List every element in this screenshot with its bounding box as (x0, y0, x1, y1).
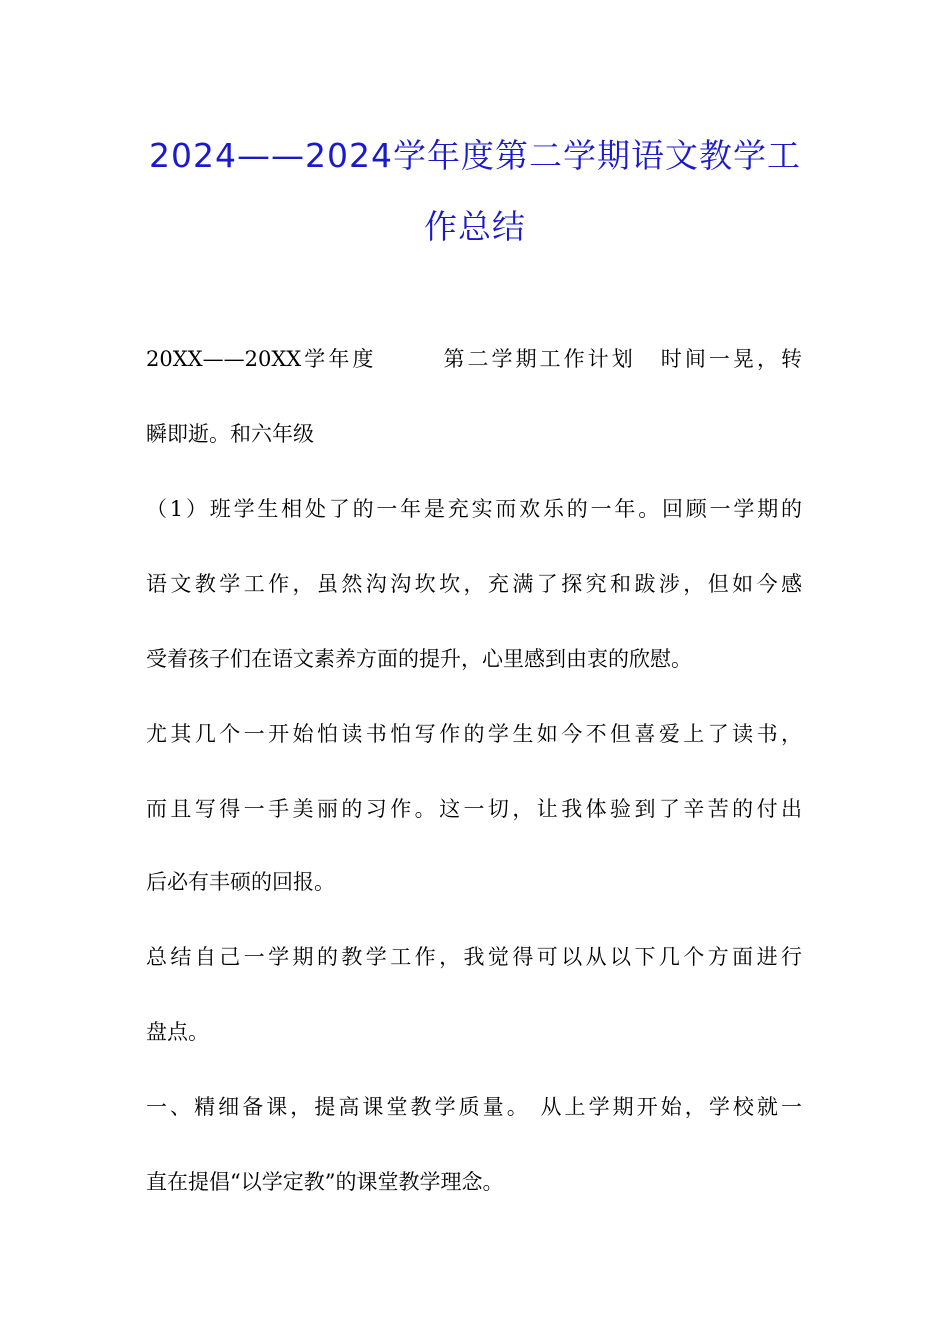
body-line-1: （1）班学生相处了的一年是充实而欢乐的一年。回顾一学期的 (146, 497, 802, 521)
intro-plan-title: 第二学期工作计划 (440, 347, 636, 371)
document-title-line-2: 作总结 (424, 207, 526, 246)
body-line-7: 总结自己一学期的教学工作，我觉得可以从以下几个方面进行 (146, 945, 802, 969)
intro-line-2: 瞬即逝。和六年级 (146, 422, 314, 446)
body-line-3: 受着孩子们在语文素养方面的提升，心里感到由衷的欣慰。 (146, 647, 692, 671)
body-line-4: 尤其几个一开始怕读书怕写作的学生如今不但喜爱上了读书， (146, 722, 802, 746)
intro-line-1 (146, 345, 802, 373)
intro-text: 时间一晃，转 (657, 347, 803, 371)
body-line-10: 直在提倡“以学定教”的课堂教学理念。 (146, 1170, 504, 1194)
body-line-9: 一、精细备课，提高课堂教学质量。 从上学期开始，学校就一 (146, 1095, 802, 1119)
intro-year-range: 20XX——20XX学年度 (146, 347, 377, 371)
body-line-2: 语文教学工作，虽然沟沟坎坎，充满了探究和跋涉，但如今感 (146, 572, 802, 596)
body-line-5: 而且写得一手美丽的习作。这一切，让我体验到了辛苦的付出 (146, 797, 802, 821)
body-line-6: 后必有丰硕的回报。 (146, 870, 335, 894)
body-line-8: 盘点。 (146, 1020, 209, 1044)
document-title-line-1: 2024——2024学年度第二学期语文教学工 (149, 136, 801, 175)
